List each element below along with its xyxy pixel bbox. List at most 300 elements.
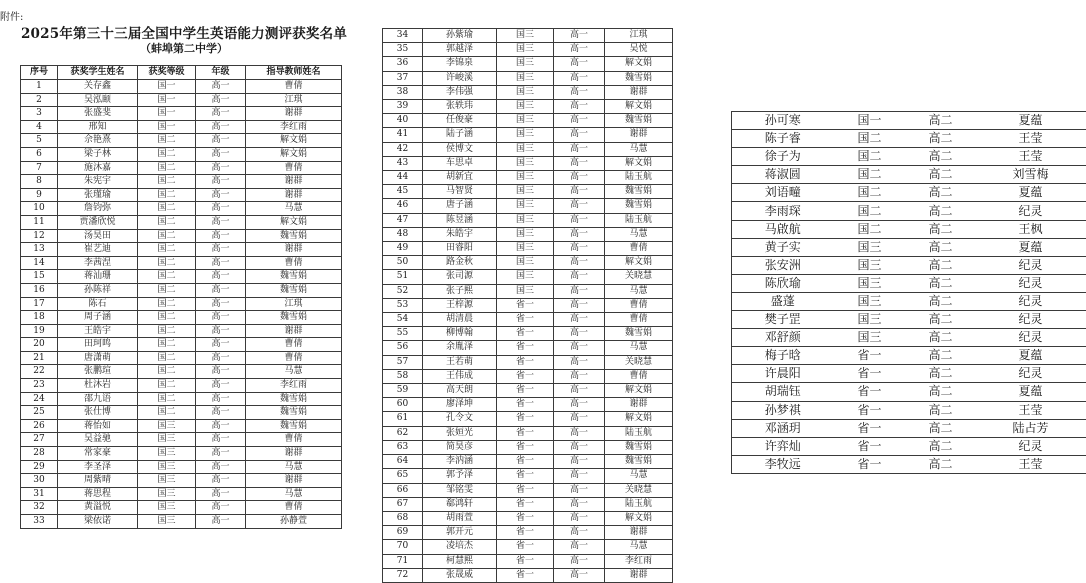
table-row (383, 213, 673, 227)
award-level-cell: 国二 (834, 148, 906, 166)
grade-cell: 高一 (554, 369, 605, 383)
student-name-cell: 贾潘欣悦 (58, 215, 138, 229)
award-level-cell: 国一 (138, 107, 196, 121)
student-name-cell: 蒋怡如 (58, 419, 138, 433)
table-row (732, 311, 1086, 329)
table-row (21, 324, 342, 338)
student-name-cell: 任俊豪 (423, 114, 497, 128)
serial-cell: 8 (21, 175, 58, 189)
table-row (383, 100, 673, 114)
teacher-name-cell: 魏雪娟 (246, 229, 342, 243)
teacher-name-cell: 魏雪娟 (605, 185, 673, 199)
serial-cell: 52 (383, 284, 423, 298)
table-row (383, 199, 673, 213)
table-row (21, 147, 342, 161)
award-level-cell: 国二 (834, 202, 906, 220)
teacher-name-cell: 魏雪娟 (246, 270, 342, 284)
award-level-cell: 省一 (497, 426, 554, 440)
table-row (383, 284, 673, 298)
student-name-cell: 张晟威 (423, 568, 497, 582)
award-table-part-1 (20, 65, 342, 529)
table-row (732, 166, 1086, 184)
serial-cell: 66 (383, 483, 423, 497)
table-row (21, 351, 342, 365)
student-name-cell: 田珂鸣 (58, 338, 138, 352)
student-name-cell: 汤昊田 (58, 229, 138, 243)
table-row (21, 80, 342, 94)
teacher-name-cell: 谢群 (605, 526, 673, 540)
student-name-cell: 张司源 (423, 270, 497, 284)
award-level-cell: 国三 (497, 156, 554, 170)
serial-cell: 62 (383, 426, 423, 440)
table-row (21, 433, 342, 447)
award-level-cell: 省一 (497, 355, 554, 369)
student-name-cell: 佘艳熹 (58, 134, 138, 148)
grade-cell: 高一 (196, 215, 246, 229)
table-row (383, 469, 673, 483)
grade-cell: 高一 (554, 526, 605, 540)
table-row (732, 184, 1086, 202)
award-level-cell: 省一 (834, 419, 906, 437)
table-row (21, 161, 342, 175)
serial-cell: 24 (21, 392, 58, 406)
teacher-name-cell: 李红雨 (246, 379, 342, 393)
teacher-name-cell: 陆玉航 (605, 426, 673, 440)
student-name-cell: 李锦泉 (423, 57, 497, 71)
table-row (732, 292, 1086, 310)
student-name-cell: 邓涵玥 (732, 419, 834, 437)
header-teacher-name: 指导教师姓名 (246, 66, 342, 80)
student-name-cell: 柳博翰 (423, 327, 497, 341)
grade-cell: 高一 (554, 270, 605, 284)
student-name-cell: 杜沐岩 (58, 379, 138, 393)
student-name-cell: 王若萌 (423, 355, 497, 369)
grade-cell: 高二 (906, 311, 976, 329)
serial-cell: 18 (21, 311, 58, 325)
grade-cell: 高一 (554, 554, 605, 568)
student-name-cell: 朱皓宇 (423, 227, 497, 241)
award-level-cell: 省一 (834, 437, 906, 455)
serial-cell: 26 (21, 419, 58, 433)
teacher-name-cell: 谢群 (605, 568, 673, 582)
teacher-name-cell: 孙静萱 (246, 515, 342, 529)
grade-cell: 高一 (554, 114, 605, 128)
document-title: 2025年第三十三届全国中学生英语能力测评获奖名单 (20, 26, 348, 42)
serial-cell: 30 (21, 474, 58, 488)
table-row (383, 227, 673, 241)
grade-cell: 高二 (906, 419, 976, 437)
table-row (732, 274, 1086, 292)
table-row (21, 447, 342, 461)
student-name-cell: 朱宪宇 (58, 175, 138, 189)
serial-cell: 49 (383, 242, 423, 256)
teacher-name-cell: 夏蕴 (976, 112, 1086, 130)
student-name-cell: 王伟成 (423, 369, 497, 383)
teacher-name-cell: 谢群 (605, 85, 673, 99)
teacher-name-cell: 王莹 (976, 455, 1086, 473)
grade-cell: 高一 (196, 147, 246, 161)
header-award-level: 获奖等级 (138, 66, 196, 80)
serial-cell: 50 (383, 256, 423, 270)
serial-cell: 46 (383, 199, 423, 213)
serial-cell: 42 (383, 142, 423, 156)
student-name-cell: 郗鸿轩 (423, 497, 497, 511)
table-row (732, 112, 1086, 130)
award-level-cell: 省一 (497, 369, 554, 383)
table-header-row (21, 66, 342, 80)
teacher-name-cell: 解文娟 (246, 134, 342, 148)
header-grade: 年级 (196, 66, 246, 80)
teacher-name-cell: 曹倩 (246, 256, 342, 270)
table-row (21, 229, 342, 243)
grade-cell: 高二 (906, 112, 976, 130)
award-level-cell: 省一 (497, 384, 554, 398)
table-row (21, 93, 342, 107)
teacher-name-cell: 马慧 (605, 341, 673, 355)
award-level-cell: 国二 (138, 392, 196, 406)
header-serial: 序号 (21, 66, 58, 80)
student-name-cell: 陈石 (58, 297, 138, 311)
award-level-cell: 国三 (138, 419, 196, 433)
serial-cell: 61 (383, 412, 423, 426)
grade-cell: 高一 (196, 120, 246, 134)
grade-cell: 高一 (554, 426, 605, 440)
award-level-cell: 国一 (138, 120, 196, 134)
award-level-cell: 国一 (138, 80, 196, 94)
grade-cell: 高一 (554, 568, 605, 582)
serial-cell: 23 (21, 379, 58, 393)
table-row (21, 474, 342, 488)
table-row (732, 238, 1086, 256)
table-row (21, 270, 342, 284)
grade-cell: 高一 (554, 497, 605, 511)
table-row (21, 202, 342, 216)
table-row (732, 347, 1086, 365)
serial-cell: 44 (383, 171, 423, 185)
serial-cell: 4 (21, 120, 58, 134)
grade-cell: 高一 (196, 161, 246, 175)
grade-cell: 高二 (906, 383, 976, 401)
teacher-name-cell: 纪灵 (976, 365, 1086, 383)
teacher-name-cell: 马慧 (605, 540, 673, 554)
table-row (383, 171, 673, 185)
teacher-name-cell: 江琪 (605, 29, 673, 43)
grade-cell: 高一 (554, 100, 605, 114)
teacher-name-cell: 陆玉航 (605, 171, 673, 185)
grade-cell: 高二 (906, 130, 976, 148)
table-row (21, 392, 342, 406)
grade-cell: 高二 (906, 256, 976, 274)
student-name-cell: 孙可寒 (732, 112, 834, 130)
award-level-cell: 国三 (834, 292, 906, 310)
teacher-name-cell: 王莹 (976, 148, 1086, 166)
table-row (383, 270, 673, 284)
table-row (21, 188, 342, 202)
teacher-name-cell: 解文娟 (605, 412, 673, 426)
student-name-cell: 周紫晴 (58, 474, 138, 488)
serial-cell: 33 (21, 515, 58, 529)
award-level-cell: 省一 (497, 398, 554, 412)
teacher-name-cell: 马慧 (246, 365, 342, 379)
teacher-name-cell: 谢群 (246, 474, 342, 488)
teacher-name-cell: 解文娟 (605, 156, 673, 170)
teacher-name-cell: 谢群 (246, 188, 342, 202)
award-level-cell: 国三 (834, 274, 906, 292)
teacher-name-cell: 解文娟 (605, 100, 673, 114)
grade-cell: 高一 (196, 175, 246, 189)
table-row (21, 134, 342, 148)
award-level-cell: 国一 (138, 93, 196, 107)
grade-cell: 高一 (554, 29, 605, 43)
award-level-cell: 国二 (138, 406, 196, 420)
award-level-cell: 国二 (138, 188, 196, 202)
teacher-name-cell: 夏蕴 (976, 238, 1086, 256)
table-row (383, 142, 673, 156)
student-name-cell: 马智贤 (423, 185, 497, 199)
teacher-name-cell: 曹倩 (246, 433, 342, 447)
student-name-cell: 孙陈祥 (58, 283, 138, 297)
table-row (732, 202, 1086, 220)
student-name-cell: 李雨琛 (732, 202, 834, 220)
award-level-cell: 国三 (497, 29, 554, 43)
student-name-cell: 陆子涵 (423, 128, 497, 142)
award-level-cell: 省一 (497, 483, 554, 497)
grade-cell: 高二 (906, 166, 976, 184)
award-level-cell: 国三 (497, 213, 554, 227)
award-level-cell: 国二 (138, 147, 196, 161)
serial-cell: 27 (21, 433, 58, 447)
student-name-cell: 邹铭雯 (423, 483, 497, 497)
grade-cell: 高二 (906, 238, 976, 256)
table-row (732, 437, 1086, 455)
student-name-cell: 张盛斐 (58, 107, 138, 121)
student-name-cell: 孔令文 (423, 412, 497, 426)
table-row (383, 369, 673, 383)
grade-cell: 高二 (906, 184, 976, 202)
table-row (21, 243, 342, 257)
award-level-cell: 省一 (834, 401, 906, 419)
award-level-cell: 国二 (138, 215, 196, 229)
student-name-cell: 高天朗 (423, 384, 497, 398)
grade-cell: 高二 (906, 329, 976, 347)
grade-cell: 高一 (554, 511, 605, 525)
table-row (21, 487, 342, 501)
teacher-name-cell: 马慧 (246, 460, 342, 474)
table-row (383, 185, 673, 199)
serial-cell: 57 (383, 355, 423, 369)
grade-cell: 高一 (196, 351, 246, 365)
document-subtitle: （蚌埠第二中学） (140, 42, 228, 55)
student-name-cell: 许峻溪 (423, 71, 497, 85)
table-row (383, 128, 673, 142)
serial-cell: 12 (21, 229, 58, 243)
award-level-cell: 省一 (497, 540, 554, 554)
teacher-name-cell: 马慧 (605, 227, 673, 241)
award-level-cell: 国三 (497, 185, 554, 199)
serial-cell: 71 (383, 554, 423, 568)
table-row (383, 71, 673, 85)
award-level-cell: 省一 (834, 365, 906, 383)
table-row (383, 455, 673, 469)
table-row (21, 215, 342, 229)
table-row (21, 460, 342, 474)
teacher-name-cell: 解文娟 (605, 384, 673, 398)
award-level-cell: 省一 (834, 347, 906, 365)
student-name-cell: 邢知 (58, 120, 138, 134)
student-name-cell: 樊子罡 (732, 311, 834, 329)
student-name-cell: 许晨阳 (732, 365, 834, 383)
grade-cell: 高一 (196, 93, 246, 107)
serial-cell: 54 (383, 313, 423, 327)
award-level-cell: 省一 (834, 455, 906, 473)
teacher-name-cell: 解文娟 (605, 256, 673, 270)
grade-cell: 高一 (196, 188, 246, 202)
award-level-cell: 省一 (497, 526, 554, 540)
teacher-name-cell: 纪灵 (976, 202, 1086, 220)
teacher-name-cell: 谢群 (246, 107, 342, 121)
student-name-cell: 李圣泽 (58, 460, 138, 474)
student-name-cell: 邵九语 (58, 392, 138, 406)
teacher-name-cell: 马慧 (246, 202, 342, 216)
award-level-cell: 省一 (497, 341, 554, 355)
grade-cell: 高二 (906, 365, 976, 383)
student-name-cell: 廖泽坤 (423, 398, 497, 412)
award-level-cell: 省一 (497, 455, 554, 469)
serial-cell: 29 (21, 460, 58, 474)
award-level-cell: 国三 (834, 238, 906, 256)
serial-cell: 39 (383, 100, 423, 114)
award-level-cell: 国二 (138, 256, 196, 270)
table-row (732, 130, 1086, 148)
student-name-cell: 张子熙 (423, 284, 497, 298)
grade-cell: 高一 (196, 379, 246, 393)
teacher-name-cell: 纪灵 (976, 311, 1086, 329)
grade-cell: 高一 (554, 43, 605, 57)
award-level-cell: 国三 (497, 227, 554, 241)
serial-cell: 41 (383, 128, 423, 142)
award-level-cell: 国二 (138, 134, 196, 148)
teacher-name-cell: 解文娟 (246, 147, 342, 161)
grade-cell: 高一 (554, 171, 605, 185)
grade-cell: 高一 (554, 256, 605, 270)
award-level-cell: 省一 (497, 440, 554, 454)
teacher-name-cell: 魏雪娟 (605, 440, 673, 454)
student-name-cell: 王皓宇 (58, 324, 138, 338)
teacher-name-cell: 魏雪娟 (605, 199, 673, 213)
table-row (732, 383, 1086, 401)
table-row (21, 515, 342, 529)
award-table-part-3 (731, 111, 1086, 474)
student-name-cell: 张安洲 (732, 256, 834, 274)
serial-cell: 38 (383, 85, 423, 99)
award-level-cell: 国三 (138, 460, 196, 474)
grade-cell: 高一 (196, 406, 246, 420)
teacher-name-cell: 谢群 (605, 398, 673, 412)
award-table-part-2 (382, 28, 673, 583)
award-level-cell: 省一 (497, 298, 554, 312)
student-name-cell: 张轶玮 (423, 100, 497, 114)
teacher-name-cell: 陆占芳 (976, 419, 1086, 437)
table-row (383, 497, 673, 511)
table-row (383, 540, 673, 554)
serial-cell: 70 (383, 540, 423, 554)
grade-cell: 高一 (554, 327, 605, 341)
student-name-cell: 孙梦祺 (732, 401, 834, 419)
teacher-name-cell: 曹倩 (246, 338, 342, 352)
grade-cell: 高一 (196, 487, 246, 501)
student-name-cell: 关存鑫 (58, 80, 138, 94)
teacher-name-cell: 夏蕴 (976, 347, 1086, 365)
award-level-cell: 国三 (497, 57, 554, 71)
student-name-cell: 孙紫瑜 (423, 29, 497, 43)
grade-cell: 高一 (554, 469, 605, 483)
grade-cell: 高一 (554, 398, 605, 412)
student-name-cell: 余胤泽 (423, 341, 497, 355)
serial-cell: 64 (383, 455, 423, 469)
teacher-name-cell: 纪灵 (976, 256, 1086, 274)
award-level-cell: 省一 (497, 497, 554, 511)
header-student-name: 获奖学生姓名 (58, 66, 138, 80)
grade-cell: 高一 (196, 515, 246, 529)
award-level-cell: 国三 (138, 487, 196, 501)
serial-cell: 55 (383, 327, 423, 341)
attachment-label: 附件: (0, 12, 24, 23)
teacher-name-cell: 谢群 (246, 324, 342, 338)
table-row (21, 419, 342, 433)
table-row (21, 379, 342, 393)
table-row (383, 384, 673, 398)
grade-cell: 高一 (554, 156, 605, 170)
teacher-name-cell: 马慧 (246, 487, 342, 501)
teacher-name-cell: 谢群 (246, 447, 342, 461)
teacher-name-cell: 魏雪娟 (605, 114, 673, 128)
teacher-name-cell: 吴悦 (605, 43, 673, 57)
serial-cell: 45 (383, 185, 423, 199)
student-name-cell: 田睿阳 (423, 242, 497, 256)
serial-cell: 3 (21, 107, 58, 121)
serial-cell: 2 (21, 93, 58, 107)
award-level-cell: 国三 (497, 256, 554, 270)
table-row (732, 419, 1086, 437)
teacher-name-cell: 曹倩 (605, 298, 673, 312)
grade-cell: 高一 (196, 202, 246, 216)
table-row (21, 338, 342, 352)
table-row (732, 220, 1086, 238)
award-level-cell: 国二 (138, 175, 196, 189)
student-name-cell: 梅子晗 (732, 347, 834, 365)
table-row (383, 256, 673, 270)
student-name-cell: 邓舒颜 (732, 329, 834, 347)
student-name-cell: 车思卓 (423, 156, 497, 170)
award-level-cell: 国一 (834, 112, 906, 130)
teacher-name-cell: 纪灵 (976, 437, 1086, 455)
serial-cell: 13 (21, 243, 58, 257)
grade-cell: 高一 (554, 298, 605, 312)
student-name-cell: 李汭涵 (423, 455, 497, 469)
grade-cell: 高一 (554, 128, 605, 142)
serial-cell: 31 (21, 487, 58, 501)
serial-cell: 16 (21, 283, 58, 297)
grade-cell: 高一 (554, 483, 605, 497)
table-row (383, 114, 673, 128)
serial-cell: 9 (21, 188, 58, 202)
grade-cell: 高一 (196, 283, 246, 297)
student-name-cell: 刘语疃 (732, 184, 834, 202)
teacher-name-cell: 谢群 (246, 175, 342, 189)
student-name-cell: 唐子涵 (423, 199, 497, 213)
grade-cell: 高一 (196, 419, 246, 433)
grade-cell: 高一 (196, 311, 246, 325)
